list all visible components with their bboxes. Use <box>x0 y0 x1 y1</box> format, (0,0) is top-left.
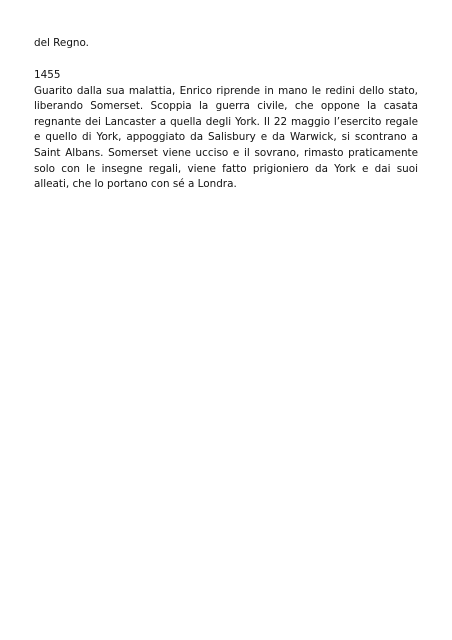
chronology-entry <box>34 68 418 193</box>
entry-paragraph: Guarito dalla sua malattia, Enrico riprende in mano le redini dello stato, liberando Somerset. Scoppia la guerra civile, che oppone la casata regnante dei Lancaster a quella degli York. Il 22 maggio l’esercito regale e quello di York, appoggiato da Salisbury e da Warwick, si scontrano a Saint Albans. Somerset viene ucciso e il sovrano, rimasto praticamente solo con le insegne regali, viene fatto prigioniero da York e dai suoi alleati, che lo portano con sé a Londra. <box>34 84 418 191</box>
continuation-paragraph: del Regno. <box>34 37 89 49</box>
entry-year: 1455 <box>34 69 61 81</box>
